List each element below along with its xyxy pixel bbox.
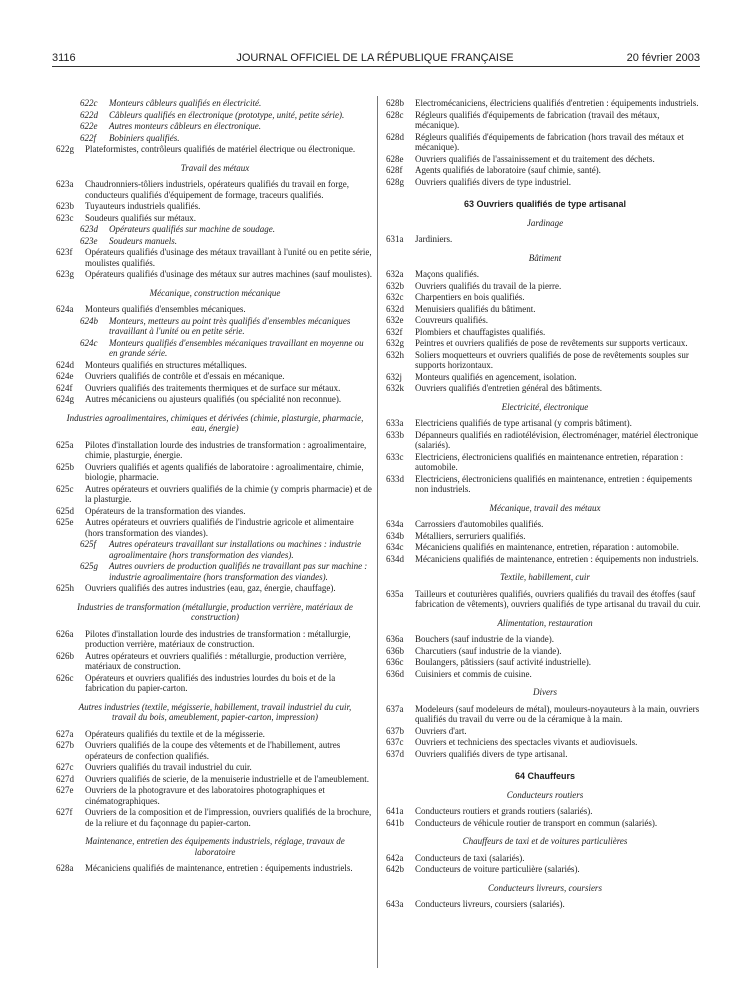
entry-text: Conducteurs de voiture particulière (salariés). — [415, 864, 580, 874]
entry — [56, 740, 374, 761]
entry — [386, 350, 704, 371]
section-heading: Conducteurs routiers — [506, 789, 584, 800]
entry-text: Conducteurs livreurs, coursiers (salariés). — [415, 899, 565, 909]
entry — [386, 726, 704, 737]
entry — [386, 806, 704, 817]
entry — [56, 144, 374, 155]
entry-text: Menuisiers qualifiés du bâtiment. — [415, 303, 536, 314]
entry — [386, 749, 704, 760]
entry — [56, 729, 374, 740]
entry-text: Peintres et ouvriers qualifiés de pose de revêtements sur supports verticaux. — [415, 338, 688, 348]
entry — [386, 327, 704, 338]
entry-text: Electromécaniciens, électriciens qualifiés d'entretien : équipements industriels. — [415, 98, 699, 108]
entry-text: Autres opérateurs et ouvriers qualifiés de l'industrie agricole et alimentaire (hors transformation des viandes). — [85, 517, 354, 538]
entry-code: 622d — [80, 109, 98, 120]
issue-date: 20 février 2003 — [626, 52, 700, 64]
entry-code: 625a — [56, 439, 74, 450]
entry — [56, 517, 374, 538]
entry — [386, 315, 704, 326]
entry-text: Ouvriers qualifiés divers de type industriel. — [415, 176, 571, 187]
group-heading: 63 Ouvriers qualifiés de type artisanal — [463, 199, 627, 209]
entry-code: 633a — [386, 418, 404, 428]
group-heading: 64 Chauffeurs — [514, 771, 576, 781]
entry-code: 628g — [386, 176, 404, 187]
entry-code: 628d — [386, 131, 404, 142]
journal-title: JOURNAL OFFICIEL DE LA RÉPUBLIQUE FRANÇAISE — [236, 52, 514, 64]
entry-code: 632d — [386, 303, 404, 314]
entry — [56, 394, 374, 405]
entry-code: 628f — [386, 165, 403, 175]
entry-code: 627d — [56, 773, 74, 784]
entry — [386, 383, 704, 394]
entry-text: Monteurs qualifiés en agencement, isolation. — [415, 371, 577, 382]
entry-code: 624c — [80, 337, 98, 348]
entry-code: 623g — [56, 269, 74, 279]
entry-code: 637c — [386, 737, 404, 747]
entry-text: Autres ouvriers de production qualifiés ne travaillant pas sur machine : industrie agroalimentaire (hors transformation des viandes). — [109, 561, 368, 582]
entry-code: 632b — [386, 280, 404, 291]
section-heading: Conducteurs livreurs, coursiers — [488, 882, 602, 893]
entry-text: Câbleurs qualifiés en électronique (prototype, unité, petite série). — [109, 109, 345, 120]
entry-code: 623a — [56, 179, 74, 189]
entry — [386, 554, 704, 565]
section-heading: Autres industries (textile, mégisserie, habillement, travail industriel du cuir, travail du bois, ameublement, papier-carton, impression) — [78, 701, 352, 722]
entry-text: Soliers moquetteurs et ouvriers qualifiés de pose de revêtements souples sur supports horizontaux. — [415, 349, 689, 370]
entry — [386, 818, 704, 829]
section-heading: Industries de transformation (métallurgie, production verrière, matériaux de construction) — [77, 601, 353, 622]
entry-text: Chaudronniers-tôliers industriels, opérateurs qualifiés du travail en forge, conducteurs qualifiés d'équipement de formage, traceurs qualifiés. — [85, 179, 350, 200]
entry-text: Opérateurs de la transformation des viandes. — [85, 505, 246, 516]
page-header — [0, 0, 750, 70]
entry-text: Ouvriers d'art. — [415, 725, 467, 736]
entry-code: 624d — [56, 359, 74, 370]
entry-code: 622c — [80, 98, 98, 108]
entry — [386, 519, 704, 530]
entry — [56, 774, 374, 785]
entry-text: Ouvriers et techniciens des spectacles vivants et audiovisuels. — [415, 737, 638, 747]
entry-code: 642b — [386, 864, 404, 874]
entry-code: 628c — [386, 109, 404, 120]
entry-code: 642a — [386, 852, 404, 863]
entry — [56, 360, 374, 371]
section-heading: Electricité, électronique — [501, 401, 589, 412]
entry — [56, 651, 374, 672]
entry-code: 623c — [56, 212, 74, 223]
entry — [386, 531, 704, 542]
entry — [386, 430, 704, 451]
entry-text: Bobiniers qualifiés. — [109, 132, 180, 143]
entry — [386, 542, 704, 553]
entry-code: 634a — [386, 519, 404, 529]
entry-code: 624f — [56, 382, 73, 393]
entry — [386, 474, 704, 495]
section-heading: Chauffeurs de taxi et de voitures particulières — [462, 836, 628, 846]
entry-code: 632a — [386, 269, 404, 279]
entry-text: Monteurs, metteurs au point très qualifiés d'ensembles mécaniques travaillant à l'unité ou en petite série. — [109, 315, 351, 336]
entry — [386, 304, 704, 315]
entry — [56, 179, 374, 200]
entry — [56, 863, 374, 874]
entry-text: Charpentiers en bois qualifiés. — [415, 292, 525, 302]
entry — [56, 629, 374, 650]
entry — [386, 165, 704, 176]
entry — [56, 213, 374, 224]
entry-text: Agents qualifiés de laboratoire (sauf chimie, santé). — [415, 165, 601, 175]
sub-entry — [56, 338, 374, 359]
entry — [386, 899, 704, 910]
entry-code: 633b — [386, 429, 404, 440]
entry-code: 625e — [56, 517, 74, 527]
entry-code: 622e — [80, 121, 98, 131]
entry-text: Maçons qualifiés. — [415, 269, 479, 279]
entry-code: 627b — [56, 740, 74, 750]
entry — [386, 372, 704, 383]
entry-code: 641a — [386, 806, 404, 816]
entry — [56, 304, 374, 315]
entry-text: Electriciens, électroniciens qualifiés en maintenance entretien, réparation : automobile. — [415, 451, 684, 472]
entry-code: 634b — [386, 530, 404, 541]
right-column — [386, 98, 704, 911]
entry-text: Couvreurs qualifiés. — [415, 315, 488, 325]
entry — [56, 583, 374, 594]
entry-text: Ouvriers qualifiés de l'assainissement et du traitement des déchets. — [415, 153, 655, 164]
entry-code: 636c — [386, 657, 404, 667]
page-number: 3116 — [52, 52, 76, 64]
entry — [386, 452, 704, 473]
entry-code: 625f — [80, 539, 97, 549]
entry — [56, 462, 374, 483]
section-heading: Jardinage — [526, 217, 564, 228]
entry-code: 634c — [386, 542, 404, 552]
entry — [386, 737, 704, 748]
entry — [56, 383, 374, 394]
entry-text: Monteurs qualifiés en structures métalliques. — [85, 359, 247, 370]
entry-code: 627a — [56, 728, 74, 739]
entry-code: 625c — [56, 483, 74, 494]
entry-text: Opérateurs qualifiés d'usinage des métaux travaillant à l'unité ou en petite série, moulistes qualifiés. — [85, 247, 372, 268]
entry-text: Opérateurs qualifiés d'usinage des métaux sur autres machines (sauf moulistes). — [85, 269, 373, 279]
entry — [386, 292, 704, 303]
entry-code: 641b — [386, 817, 404, 828]
entry — [386, 269, 704, 280]
entry-code: 625g — [80, 561, 98, 571]
entry — [56, 762, 374, 773]
entry-text: Régleurs qualifiés d'équipements de fabrication (travail des métaux, mécanique). — [415, 109, 660, 130]
entry — [56, 673, 374, 694]
entry-code: 637d — [386, 748, 404, 759]
entry — [56, 484, 374, 505]
entry-code: 626c — [56, 672, 74, 683]
entry-code: 634d — [386, 553, 404, 564]
entry-code: 624a — [56, 304, 74, 314]
section-heading: Travail des métaux — [180, 162, 250, 173]
sub-entry — [56, 236, 374, 247]
entry-code: 624b — [80, 315, 98, 326]
entry — [386, 281, 704, 292]
entry-code: 627f — [56, 807, 73, 817]
entry — [386, 864, 704, 875]
entry-text: Dépanneurs qualifiés en radiotélévision, électroménager, matériel électronique (salariés). — [415, 429, 699, 450]
entry — [386, 646, 704, 657]
entry-code: 632j — [386, 371, 403, 382]
entry — [386, 418, 704, 429]
entry — [56, 785, 374, 806]
entry-code: 625h — [56, 583, 74, 593]
sub-entry — [56, 224, 374, 235]
entry — [386, 132, 704, 153]
entry-text: Régleurs qualifiés d'équipements de fabrication (hors travail des métaux et mécanique). — [415, 131, 684, 152]
entry-code: 627e — [56, 785, 74, 795]
entry-code: 636a — [386, 634, 404, 644]
entry-code: 632k — [386, 383, 404, 393]
entry-code: 633d — [386, 473, 404, 484]
entry-code: 623b — [56, 201, 74, 211]
entry-text: Jardiniers. — [415, 234, 453, 244]
sub-entry — [56, 316, 374, 337]
entry-code: 632g — [386, 338, 404, 348]
entry-code: 626b — [56, 650, 74, 661]
entry-text: Opérateurs qualifiés du textile et de la mégisserie. — [85, 728, 265, 739]
entry — [386, 110, 704, 131]
entry — [386, 853, 704, 864]
entry-code: 631a — [386, 234, 404, 244]
entry — [56, 247, 374, 268]
entry — [56, 371, 374, 382]
entry-text: Ouvriers qualifiés de la coupe des vêtements et de l'habillement, autres opérateurs de confection qualifiés. — [85, 740, 341, 761]
entry — [56, 201, 374, 212]
entry-code: 622g — [56, 144, 74, 154]
entry-code: 623d — [80, 224, 98, 234]
section-heading: Alimentation, restauration — [497, 617, 593, 628]
left-column — [56, 98, 374, 875]
entry — [386, 98, 704, 109]
entry-text: Carrossiers d'automobiles qualifiés. — [415, 519, 544, 529]
entry — [386, 234, 704, 245]
entry-text: Monteurs qualifiés d'ensembles mécaniques. — [85, 304, 246, 314]
section-heading: Industries agroalimentaires, chimiques et dérivées (chimie, plasturgie, pharmacie, eau, énergie) — [66, 412, 364, 433]
section-heading: Maintenance, entretien des équipements industriels, réglage, travaux de laboratoire — [85, 836, 345, 857]
entry-code: 625d — [56, 505, 74, 516]
section-heading: Mécanique, construction mécanique — [149, 287, 281, 298]
entry — [386, 338, 704, 349]
sub-entry — [56, 98, 374, 109]
entry-text: Mécaniciens qualifiés de maintenance, entretien : équipements industriels. — [85, 863, 353, 873]
entry-code: 623f — [56, 247, 73, 257]
sub-entry — [56, 110, 374, 121]
entry-text: Ouvriers qualifiés du travail industriel du cuir. — [85, 762, 252, 772]
sub-entry — [56, 539, 374, 560]
sub-entry — [56, 133, 374, 144]
entry-code: 628e — [386, 153, 404, 164]
entry-text: Mécaniciens qualifiés de maintenance, entretien : équipements non industriels. — [415, 553, 699, 564]
entry — [56, 269, 374, 280]
sub-entry — [56, 121, 374, 132]
entry-text: Ouvriers qualifiés d'entretien général des bâtiments. — [415, 383, 603, 393]
entry-code: 635a — [386, 588, 404, 599]
entry-code: 636d — [386, 668, 404, 679]
entry-text: Pilotes d'installation lourde des industries de transformation : métallurgie, production verrière, matériaux de construction. — [85, 628, 351, 649]
entry-code: 624g — [56, 394, 74, 404]
entry-text: Opérateurs et ouvriers qualifiés des industries lourdes du bois et de la fabrication du papier-carton. — [85, 672, 336, 693]
entry-code: 627c — [56, 762, 74, 772]
entry-code: 637a — [386, 703, 404, 714]
section-heading: Textile, habillement, cuir — [500, 572, 590, 582]
entry-code: 625b — [56, 461, 74, 472]
entry-code: 632e — [386, 315, 404, 325]
section-heading: Bâtiment — [528, 252, 562, 263]
entry — [386, 669, 704, 680]
entry-text: Conducteurs de taxi (salariés). — [415, 852, 525, 863]
entry-text: Electriciens qualifiés de type artisanal (y compris bâtiment). — [415, 418, 632, 428]
entry-text: Ouvriers de la photogravure et des laboratoires photographiques et cinématographiques. — [85, 785, 325, 806]
entry-text: Tailleurs et couturières qualifiés, ouvriers qualifiés du travail des étoffes (sauf fabrication de vêtements), ouvriers qualifiés de type artisanal du travail du cuir. — [415, 588, 701, 609]
entry-text: Boulangers, pâtissiers (sauf activité industrielle). — [415, 657, 591, 667]
entry-text: Ouvriers qualifiés des autres industries (eau, gaz, énergie, chauffage). — [85, 583, 336, 593]
entry-text: Ouvriers qualifiés de contrôle et d'essais en mécanique. — [85, 371, 285, 381]
section-heading: Mécanique, travail des métaux — [489, 502, 601, 513]
entry-code: 623e — [80, 235, 98, 246]
entry-code: 637b — [386, 725, 404, 736]
entry-text: Ouvriers qualifiés et agents qualifiés de laboratoire : agroalimentaire, chimie, biologie, pharmacie. — [85, 461, 364, 482]
entry-code: 632h — [386, 349, 404, 360]
entry-code: 636b — [386, 645, 404, 656]
entry-code: 628b — [386, 98, 404, 108]
entry-text: Bouchers (sauf industrie de la viande). — [415, 634, 554, 644]
entry — [386, 657, 704, 668]
entry-code: 624e — [56, 371, 74, 381]
entry-text: Autres mécaniciens ou ajusteurs qualifiés (ou spécialité non reconnue). — [85, 394, 342, 404]
entry-text: Plateformistes, contrôleurs qualifiés de matériel électrique ou électronique. — [85, 144, 356, 154]
entry-text: Autres monteurs câbleurs en électronique. — [109, 121, 262, 131]
entry — [386, 177, 704, 188]
sub-entry — [56, 561, 374, 582]
entry-text: Conducteurs routiers et grands routiers (salariés). — [415, 806, 593, 816]
entry-text: Opérateurs qualifiés sur machine de soudage. — [109, 224, 275, 234]
header-rule — [52, 66, 700, 67]
entry-text: Autres opérateurs et ouvriers qualifiés : métallurgie, production verrière, matériaux de construction. — [85, 650, 347, 671]
entry-text: Ouvriers qualifiés du travail de la pierre. — [415, 280, 562, 291]
entry-text: Mécaniciens qualifiés en maintenance, entretien, réparation : automobile. — [415, 542, 679, 552]
entry-text: Autres opérateurs travaillant sur installations ou machines : industrie agroalimentaire (hors transformation des viandes). — [109, 539, 362, 560]
entry-text: Autres opérateurs et ouvriers qualifiés de la chimie (y compris pharmacie) et de la plasturgie. — [85, 483, 372, 504]
entry-text: Monteurs câbleurs qualifiés en électricité. — [109, 98, 262, 108]
entry-text: Modeleurs (sauf modeleurs de métal), mouleurs-noyauteurs à la main, ouvriers qualifiés du travail du verre ou de la céramique à la main. — [415, 703, 700, 724]
entry-code: 632f — [386, 326, 403, 337]
entry — [56, 506, 374, 517]
entry — [56, 440, 374, 461]
section-heading: Divers — [533, 687, 557, 697]
entry-text: Ouvriers qualifiés de scierie, de la menuiserie industrielle et de l'ameublement. — [85, 773, 370, 784]
entry-text: Pilotes d'installation lourde des industries de transformation : agroalimentaire, chimie, plasturgie, énergie. — [85, 439, 367, 460]
entry-text: Tuyauteurs industriels qualifiés. — [85, 201, 201, 211]
entry-text: Ouvriers de la composition et de l'impression, ouvriers qualifiés de la brochure, de la reliure et du façonnage du papier-carton. — [85, 807, 372, 828]
entry-text: Plombiers et chauffagistes qualifiés. — [415, 326, 546, 337]
entry-code: 633c — [386, 451, 404, 462]
entry-text: Charcutiers (sauf industrie de la viande). — [415, 645, 562, 656]
entry-text: Cuisiniers et commis de cuisine. — [415, 668, 532, 679]
entry — [386, 589, 704, 610]
entry-text: Ouvriers qualifiés des traitements thermiques et de surface sur métaux. — [85, 382, 341, 393]
entry-text: Soudeurs qualifiés sur métaux. — [85, 212, 196, 223]
entry-text: Métalliers, serruriers qualifiés. — [415, 530, 526, 541]
entry-code: 643a — [386, 899, 404, 909]
entry-code: 628a — [56, 863, 74, 873]
entry — [386, 634, 704, 645]
entry-text: Soudeurs manuels. — [109, 235, 177, 246]
entry-text: Electriciens, électroniciens qualifiés en maintenance, entretien : équipements non industriels. — [415, 473, 693, 494]
column-divider — [377, 96, 378, 968]
entry-code: 626a — [56, 628, 74, 639]
entry-code: 632c — [386, 292, 404, 302]
entry — [56, 807, 374, 828]
entry-text: Conducteurs de véhicule routier de transport en commun (salariés). — [415, 817, 658, 828]
entry-code: 622f — [80, 132, 97, 143]
entry-text: Monteurs qualifiés d'ensembles mécaniques travaillant en moyenne ou en grande série. — [109, 337, 364, 358]
entry — [386, 704, 704, 725]
entry-text: Ouvriers qualifiés divers de type artisanal. — [415, 748, 568, 759]
entry — [386, 154, 704, 165]
